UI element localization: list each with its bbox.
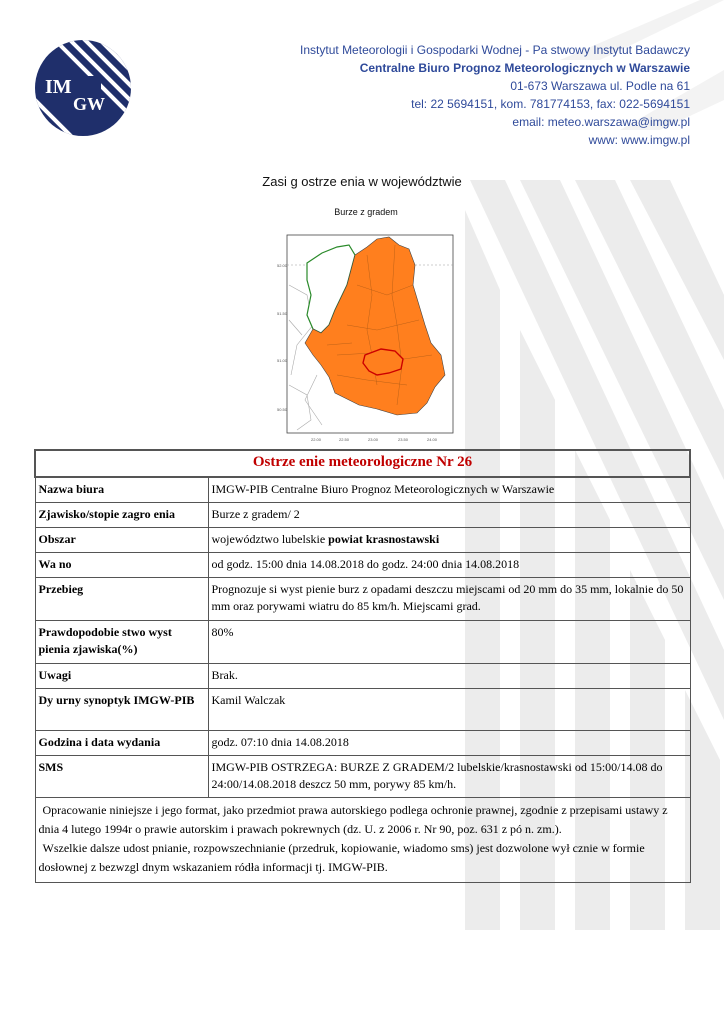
office-phone: tel: 22 5694151, kom. 781774153, fax: 022-5694151 [411, 97, 690, 111]
office-name: Centralne Biuro Prognoz Meteorologicznych w Warszawie [359, 61, 690, 75]
copyright-line-2: Wszelkie dalsze udost pnianie, rozpowszechnianie (przedruk, kopiowanie, wiadomo sms) jest dozwolone wył cznie w formie dosłownej z bezwzgl dnym wskazaniem ródła informacji tj. IMGW-PIB. [38, 841, 645, 874]
row-label: SMS [35, 756, 208, 798]
row-label: Uwagi [35, 664, 208, 689]
row-value: IMGW-PIB Centralne Biuro Prognoz Meteorologicznych w Warszawie [208, 477, 690, 503]
row-value: Prognozuje si wyst pienie burz z opadami deszczu miejscami od 20 mm do 35 mm, lokalnie do 50 mm oraz porywami wiatru do 85 km/h. Miejscami grad. [208, 578, 690, 621]
warning-table [34, 449, 691, 883]
row-value: 80% [208, 621, 690, 664]
row-value: godz. 07:10 dnia 14.08.2018 [208, 731, 690, 756]
row-value: Brak. [208, 664, 690, 689]
office-email[interactable]: email: meteo.warszawa@imgw.pl [512, 115, 690, 129]
institute-header [300, 41, 690, 149]
warning-title: Ostrze enie meteorologiczne Nr 26 [35, 450, 690, 477]
office-website[interactable]: www: www.imgw.pl [588, 133, 690, 147]
row-label: Przebieg [35, 578, 208, 621]
lon-label: 23.00 [368, 437, 379, 442]
office-address: 01-673 Warszawa ul. Podle na 61 [510, 79, 690, 93]
voivodeship-map [277, 225, 455, 449]
imgw-logo [33, 38, 133, 138]
lat-label: 52.00 [277, 263, 288, 268]
row-label: Zjawisko/stopie zagro enia [35, 503, 208, 528]
lon-label: 22.50 [339, 437, 350, 442]
lon-label: 24.00 [427, 437, 438, 442]
lat-label: 51.00 [277, 358, 288, 363]
row-value: IMGW-PIB OSTRZEGA: BURZE Z GRADEM/2 lubelskie/krasnostawski od 15:00/14.08 do 24:00/14.08.2018 deszcz 50 mm, porywy 85 km/h. [208, 756, 690, 798]
copyright-note [35, 798, 690, 883]
row-value-area [208, 528, 690, 553]
row-label: Godzina i data wydania [35, 731, 208, 756]
row-label: Nazwa biura [35, 477, 208, 503]
row-label: Prawdopodobie stwo wyst pienia zjawiska(%) [35, 621, 208, 664]
row-value: od godz. 15:00 dnia 14.08.2018 do godz. 24:00 dnia 14.08.2018 [208, 553, 690, 578]
lat-label: 50.50 [277, 407, 288, 412]
lon-label: 22.00 [311, 437, 322, 442]
lat-label: 51.50 [277, 311, 288, 316]
row-label: Dy urny synoptyk IMGW-PIB [35, 689, 208, 731]
institute-name: Instytut Meteorologii i Gospodarki Wodnej - Pa stwowy Instytut Badawczy [300, 43, 690, 57]
area-voivodeship: województwo lubelskie [211, 532, 326, 546]
lon-label: 23.50 [398, 437, 409, 442]
logo-text-bottom: GW [73, 94, 106, 114]
warning-map [277, 207, 455, 449]
map-title: Zasi g ostrze enia w województwie [262, 174, 462, 189]
row-value: Burze z gradem/ 2 [208, 503, 690, 528]
logo-text-top: IM [45, 76, 72, 98]
row-label: Obszar [35, 528, 208, 553]
row-label: Wa no [35, 553, 208, 578]
map-caption: Burze z gradem [334, 207, 398, 217]
row-value: Kamil Walczak [208, 689, 690, 731]
area-county: powiat krasnostawski [328, 532, 440, 546]
copyright-line-1: Opracowanie niniejsze i jego format, jako przedmiot prawa autorskiego podlega ochronie prawnej, zgodnie z przepisami ustawy z dnia 4 lutego 1994r o prawie autorskim i prawach pokrewnych (dz. U. z 2006 r. Nr 90, poz. 631 z pó n. zm.). [38, 803, 668, 836]
